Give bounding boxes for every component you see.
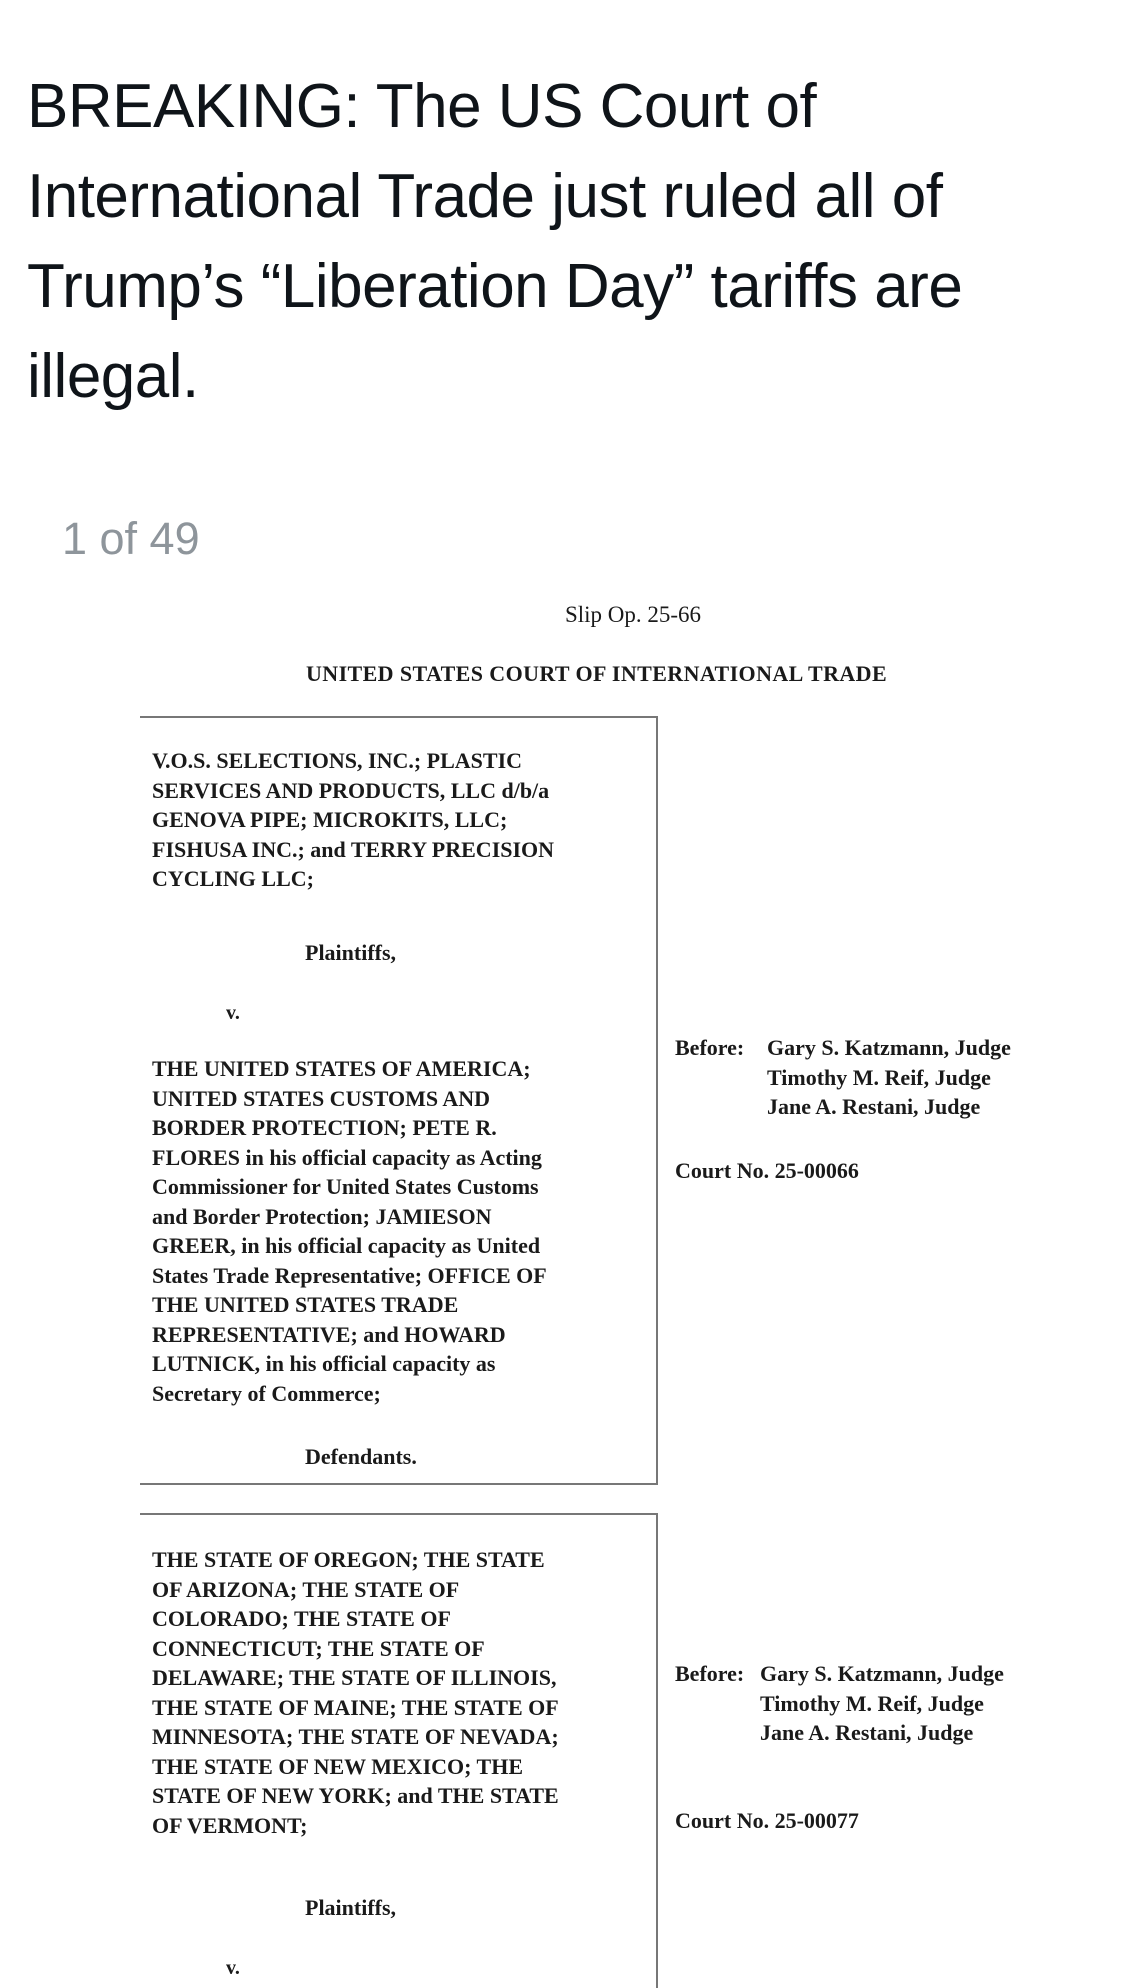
versus-label: v.	[226, 1002, 240, 1024]
case-caption-box	[140, 1513, 658, 1988]
plaintiffs-label: Plaintiffs,	[305, 1895, 397, 1920]
defendants-list: THE UNITED STATES OF AMERICA; UNITED STATES CUSTOMS AND BORDER PROTECTION; PETE R. FLORES in his official capacity as Acting Commissioner for United States Customs and Border Protection; JAMIESON GREER, in his official capacity as United States Trade Representative; OFFICE OF THE UNITED STATES TRADE REPRESENTATIVE; and HOWARD LUTNICK, in his official capacity as Secretary of Commerce;	[152, 1056, 547, 1406]
judge-name: Gary S. Katzmann, Judge	[767, 1035, 1011, 1060]
panel-of-judges	[675, 1659, 1004, 1748]
page-counter: 1 of 49	[62, 513, 200, 564]
court-number: Court No. 25-00077	[675, 1808, 859, 1833]
judge-name: Timothy M. Reif, Judge	[767, 1064, 991, 1090]
slip-op-number: Slip Op. 25-66	[564, 602, 702, 627]
panel-of-judges	[675, 1033, 1011, 1122]
before-label: Before:	[675, 1661, 745, 1686]
judge-name: Jane A. Restani, Judge	[767, 1094, 981, 1119]
plaintiffs-label: Plaintiffs,	[305, 940, 397, 965]
court-name: UNITED STATES COURT OF INTERNATIONAL TRADE	[306, 661, 888, 686]
case-caption-box	[140, 716, 658, 1485]
court-number: Court No. 25-00066	[675, 1158, 859, 1183]
versus-label: v.	[226, 1957, 240, 1979]
judge-name: Jane A. Restani, Judge	[760, 1720, 974, 1745]
defendants-label: Defendants.	[305, 1444, 417, 1469]
post-headline: BREAKING: The US Court of International Trade just ruled all of Trump’s “Liberation Day” tariffs are illegal.	[27, 72, 963, 411]
before-label: Before:	[675, 1035, 745, 1060]
judge-name: Gary S. Katzmann, Judge	[760, 1661, 1004, 1686]
judge-name: Timothy M. Reif, Judge	[760, 1690, 984, 1716]
plaintiffs-list: V.O.S. SELECTIONS, INC.; PLASTIC SERVICES AND PRODUCTS, LLC d/b/a GENOVA PIPE; MICROKITS, LLC; FISHUSA INC.; and TERRY PRECISION CYCLING LLC;	[152, 748, 555, 891]
plaintiffs-list: THE STATE OF OREGON; THE STATE OF ARIZONA; THE STATE OF COLORADO; THE STATE OF CONNECTICUT; THE STATE OF DELAWARE; THE STATE OF ILLINOIS, THE STATE OF MAINE; THE STATE OF MINNESOTA; THE STATE OF NEVADA; THE STATE OF NEW MEXICO; THE STATE OF NEW YORK; and THE STATE OF VERMONT;	[152, 1547, 559, 1838]
